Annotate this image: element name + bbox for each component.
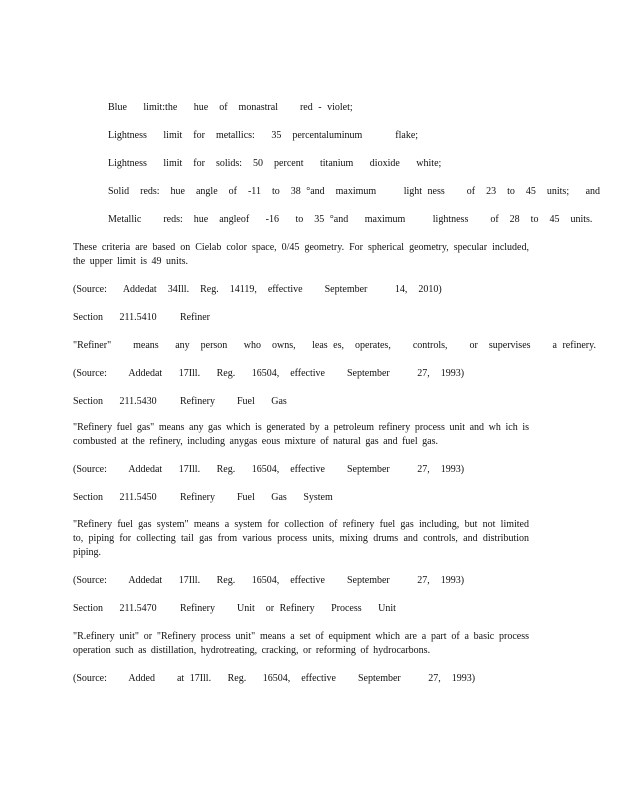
section-title: Refinery Fuel Gas (180, 396, 287, 407)
section-number: Section 211.5470 (73, 603, 157, 614)
source-citation: (Source: Addedat 34Ill. Reg. 14119, effective September 14, 2010) (73, 284, 442, 295)
definition-paragraph: "Refinery fuel gas" means any gas which is generated by a petroleum refinery process unit and wh ich is combusted at the refinery, including anygas eous mixture of natural gas and fuel gas. (73, 422, 529, 447)
limit-item-blue: Blue limit:the hue of monastral red - violet; (108, 102, 353, 113)
section-number: Section 211.5450 (73, 492, 157, 503)
definition-paragraph: "Refiner" means any person who owns, leas es, operates, controls, or supervises a refinery. (73, 340, 596, 351)
source-citation: (Source: Addedat 17Ill. Reg. 16504, effective September 27, 1993) (73, 575, 465, 586)
limit-item-lightness-metallics: Lightness limit for metallics: 35 percentaluminum flake; (108, 130, 419, 141)
source-citation: (Source: Added at 17Ill. Reg. 16504, effective September 27, 1993) (73, 673, 476, 684)
definition-paragraph: "R.efinery unit" or "Refinery process unit" means a set of equipment which are a part of a basic process operation such as distillation, hydrotreating, cracking, or reforming of hydrocarbons. (73, 631, 529, 656)
section-title: Refinery Fuel Gas System (180, 492, 333, 503)
section-number: Section 211.5430 (73, 396, 157, 407)
section-title: Refinery Unit or Refinery Process Unit (180, 603, 396, 614)
limit-item-metallic-reds: Metallic reds: hue angleof -16 to 35 °and maximum lightness of 28 to 45 units. (108, 214, 593, 225)
source-citation: (Source: Addedat 17Ill. Reg. 16504, effective September 27, 1993) (73, 368, 465, 379)
section-number: Section 211.5410 (73, 312, 157, 323)
limit-item-solid-reds: Solid reds: hue angle of -11 to 38 °and maximum light ness of 23 to 45 units; and (108, 186, 601, 197)
criteria-paragraph: These criteria are based on Cielab color space, 0/45 geometry. For spherical geometry, specular included, the upper limit is 49 units. (73, 242, 529, 267)
section-title: Refiner (180, 312, 210, 323)
limit-item-lightness-solids: Lightness limit for solids: 50 percent titanium dioxide white; (108, 158, 442, 169)
definition-paragraph: "Refinery fuel gas system" means a system for collection of refinery fuel gas including, but not limited to, piping for collecting tail gas from various process units, mixing drums and controls, and distribution piping. (73, 519, 529, 558)
source-citation: (Source: Addedat 17Ill. Reg. 16504, effective September 27, 1993) (73, 464, 465, 475)
